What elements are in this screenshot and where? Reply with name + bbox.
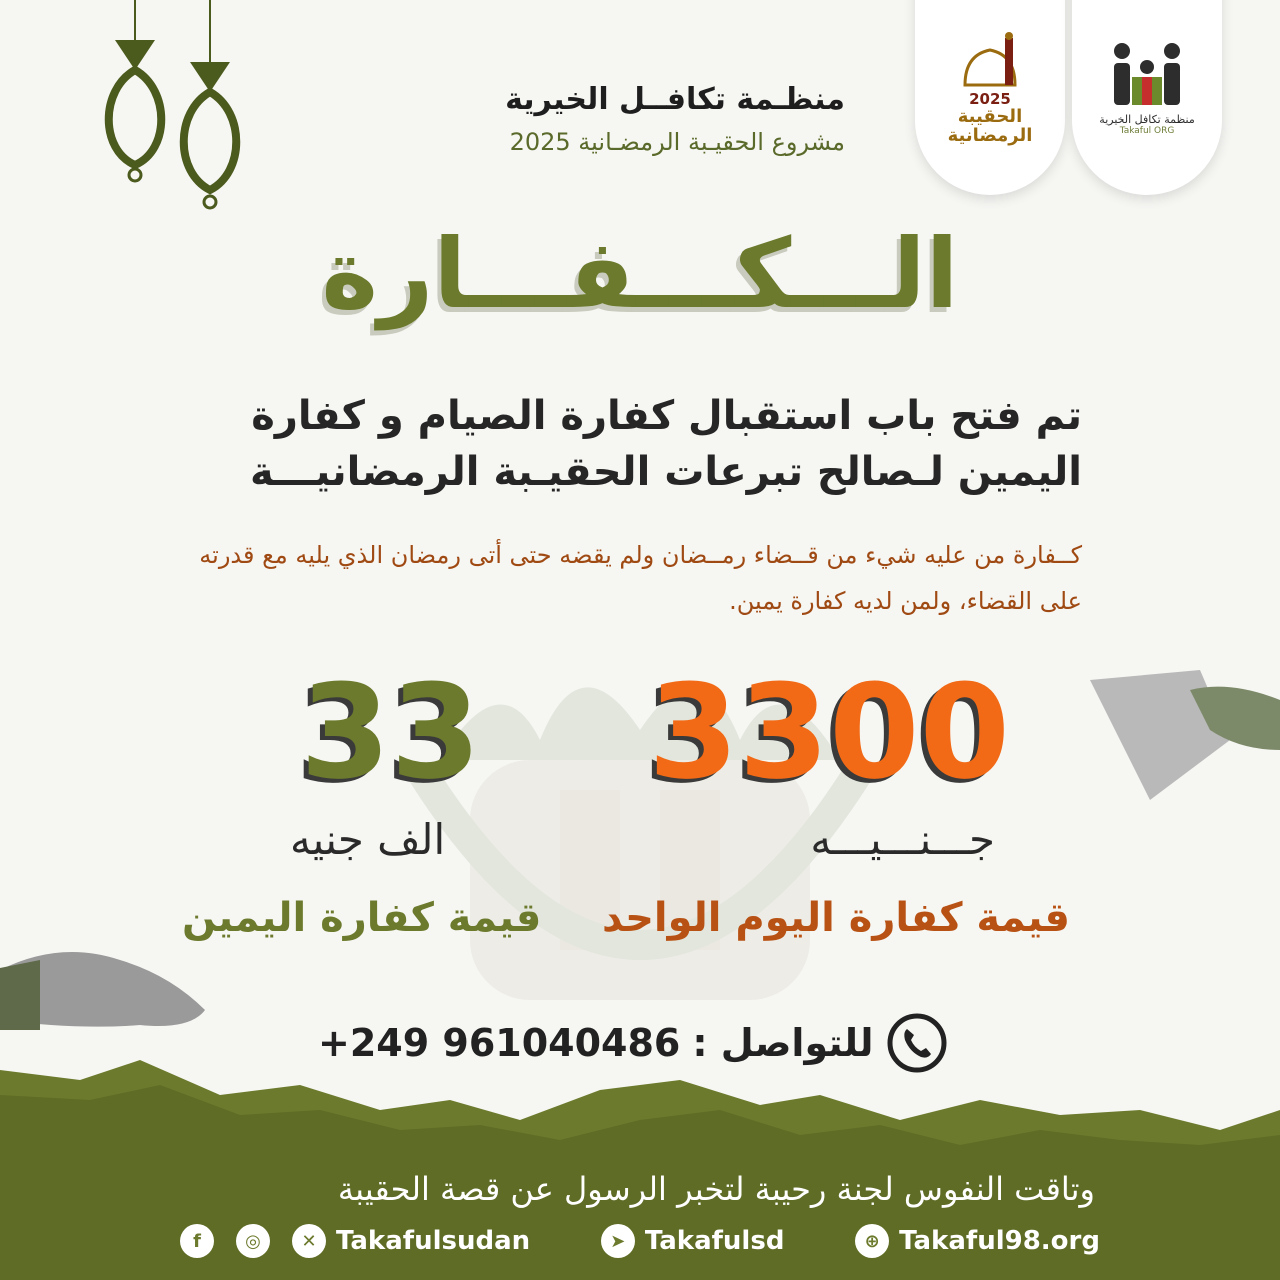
day-expiation-unit: جـــنـــيـــه bbox=[810, 815, 995, 864]
globe-icon: ⊕ bbox=[855, 1224, 889, 1258]
org-name: منظـمة تكافــل الخيرية bbox=[505, 82, 845, 117]
bag-title: الرمضانية bbox=[947, 124, 1033, 146]
website-handle: Takaful98.org bbox=[899, 1226, 1100, 1256]
takaful-logo-name: منظمة تكافل الخيرية bbox=[1099, 113, 1195, 126]
bag-title: الحقيبة bbox=[957, 105, 1023, 127]
oath-expiation-unit: الف جنيه bbox=[290, 815, 446, 864]
hand-with-bag-image bbox=[1080, 660, 1280, 810]
takaful-logo bbox=[1072, 0, 1222, 195]
x-link[interactable] bbox=[292, 1224, 530, 1258]
telegram-icon: ➤ bbox=[601, 1224, 635, 1258]
lantern-icon bbox=[170, 0, 250, 215]
oath-expiation-label: قيمة كفارة اليمين bbox=[182, 895, 542, 941]
x-icon: ✕ bbox=[292, 1224, 326, 1258]
mosque-icon bbox=[955, 30, 1025, 90]
takaful-logo-sub: Takaful ORG bbox=[1119, 126, 1175, 136]
instagram-link[interactable] bbox=[236, 1224, 270, 1258]
lantern-icon bbox=[95, 0, 175, 190]
phone-number[interactable]: +249 961040486 bbox=[318, 1021, 681, 1065]
open-hand-image bbox=[0, 930, 210, 1040]
bag-year: 2025 bbox=[969, 89, 1011, 108]
social-links bbox=[180, 1224, 1100, 1258]
social-handle: Takafulsudan bbox=[336, 1226, 531, 1256]
instagram-icon: ◎ bbox=[236, 1224, 270, 1258]
day-expiation-label: قيمة كفارة اليوم الواحد bbox=[602, 895, 1070, 941]
website-link[interactable] bbox=[855, 1224, 1100, 1258]
project-name: مشروع الحقيـبة الرمضـانية 2025 bbox=[509, 128, 845, 156]
family-icon bbox=[1102, 39, 1192, 109]
footer-tagline: وتاقت النفوس لجنة رحيبة لتخبر الرسول عن قصة الحقيبة bbox=[337, 1170, 1095, 1208]
telegram-link[interactable] bbox=[601, 1224, 785, 1258]
contact-label: للتواصل : bbox=[692, 1021, 874, 1065]
telegram-handle: Takafulsd bbox=[644, 1226, 785, 1256]
page-title: الـــكـــفـــارة bbox=[321, 218, 959, 330]
facebook-icon: f bbox=[180, 1224, 214, 1258]
day-expiation-amount: 3300 bbox=[648, 656, 1010, 808]
headline-text: تم فتح باب استقبال كفارة الصيام و كفارة اليمين لـصالح تبرعات الحقيـبة الرمضانيـــة bbox=[249, 393, 1082, 495]
facebook-link[interactable] bbox=[180, 1224, 214, 1258]
description-text: كــفارة من عليه شيء من قــضاء رمــضان ولم يقضه حتى أتى رمضان الذي يليه مع قدرته على القضاء، ولمن لديه كفارة يمين. bbox=[199, 541, 1082, 615]
oath-expiation-amount: 33 bbox=[300, 656, 481, 808]
ramadan-bag-logo bbox=[915, 0, 1065, 195]
